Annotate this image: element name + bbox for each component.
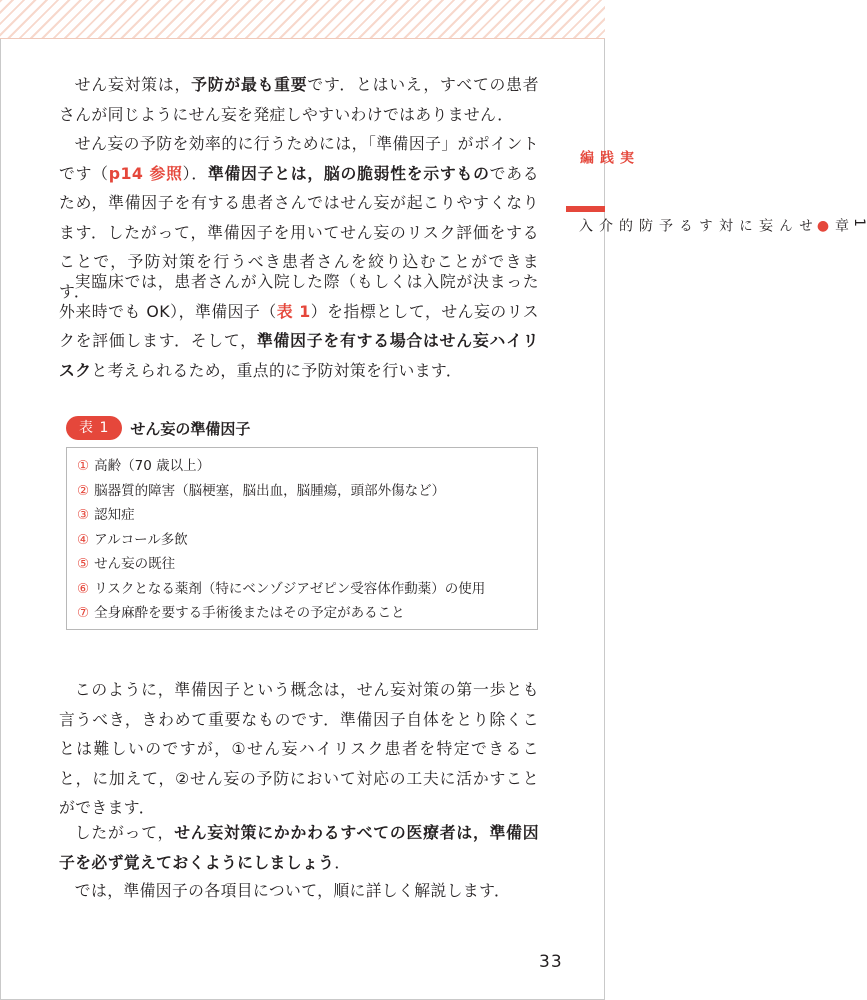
factor-text: 脳器質的障害（脳梗塞，脳出血，脳腫瘍，頭部外傷など）: [94, 482, 446, 499]
table-caption: [66, 416, 250, 440]
factor-item: [77, 503, 485, 528]
chapter-label: [575, 218, 867, 235]
factor-number: ⑤: [77, 556, 90, 572]
factor-item: [77, 479, 485, 504]
factor-number: ⑦: [77, 605, 90, 621]
factor-text: 高齢（70 歳以上）: [94, 458, 211, 474]
paragraph-detailed-explanation: では，準備因子の各項目について，順に詳しく解説します．: [74, 881, 511, 900]
factor-list: [77, 454, 485, 626]
header-stripe: [0, 0, 605, 39]
factor-item: [77, 577, 485, 602]
page-reference-link[interactable]: p14 参照: [108, 163, 183, 183]
paragraph-prevention-importance: せん妄対策は，予防が最も重要です．とはいえ，すべての患者さんが同じようにせん妄を発症しやすいわけではありません．: [59, 75, 539, 124]
side-tab-bar: [566, 206, 605, 212]
factor-text: せん妄の既往: [94, 556, 176, 572]
table-tag: 表 1: [66, 416, 122, 440]
factor-item: [77, 454, 485, 479]
factor-text: リスクとなる薬剤（特にベンゾジアゼピン受容体作動薬）の使用: [94, 580, 486, 597]
table-reference-link[interactable]: 表 1: [276, 301, 311, 321]
chapter-dot-icon: ●: [815, 218, 831, 235]
factor-text: 認知症: [94, 507, 135, 523]
table-title: せん妄の準備因子: [130, 419, 251, 438]
paragraph-concept-significance: このように，準備因子という概念は，せん妄対策の第一歩とも言うべき，きわめて重要なものです．準備因子自体をとり除くことは難しいのですが，①せん妄ハイリスク患者を特定できること，に加えて，②せん妄の予防において対応の工夫に活かすことができます．: [59, 680, 539, 817]
factor-text: 全身麻酔を要する手術後またはその予定があること: [94, 605, 405, 621]
factor-item: [77, 528, 485, 553]
factor-item: [77, 552, 485, 577]
factor-number: ⑥: [77, 580, 90, 597]
factor-number: ③: [77, 507, 90, 523]
factor-item: [77, 601, 485, 626]
chapter-number: 1章: [833, 218, 867, 233]
paragraph-memorize-factors: したがって，せん妄対策にかかわるすべての医療者は，準備因子を必ず覚えておくようにしましょう．: [59, 823, 539, 872]
chapter-title: せん妄に対する予防的介入: [577, 218, 813, 233]
section-label: 実践編: [578, 150, 634, 165]
paragraph-predisposing-factors: せん妄の予防を効率的に行うためには，「準備因子」がポイントです（p14 参照）．準備因子とは，脳の脆弱性を示すものであるため，準備因子を有する患者さんではせん妄が起こりやすくなります．したがって，準備因子を用いてせん妄のリスク評価をすることで，予防対策を行うべき患者さんを絞り込むことができます．: [59, 134, 539, 301]
paragraph-clinical-practice: 実臨床では，患者さんが入院した際（もしくは入院が決まった外来時でも OK），準備因子（表 1）を指標として，せん妄のリスクを評価します．そして，準備因子を有する場合はせん妄ハイリスクと考えられるため，重点的に予防対策を行います．: [59, 272, 540, 380]
predisposing-factors-table: [66, 447, 538, 630]
factor-number: ②: [77, 482, 90, 499]
page-number: 33: [539, 952, 563, 972]
factor-number: ①: [77, 458, 90, 474]
factor-number: ④: [77, 531, 90, 548]
factor-text: アルコール多飲: [94, 531, 188, 548]
